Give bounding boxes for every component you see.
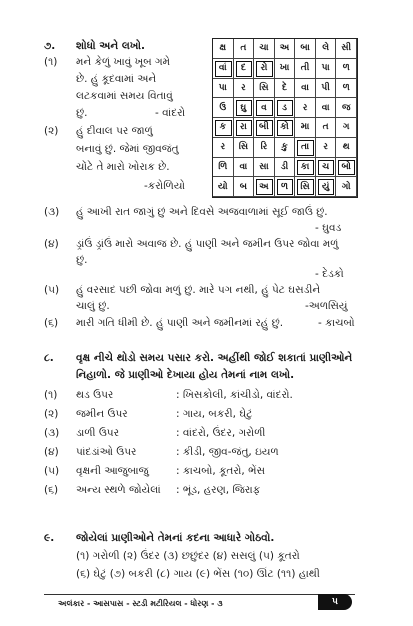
q8-row-answer: : કીડી, જીવ-જંતુ, ઇયળ [176, 446, 279, 458]
grid-cell: ર [213, 138, 234, 158]
q9-line2: (૬) ઘેટું (૭) બકરી (૮) ગાય (૯) ભેંસ (૧૦) ઊંટ (૧૧) હાથી [76, 568, 320, 580]
grid-cell: ળ [275, 177, 296, 197]
grid-cell: જ [336, 98, 357, 118]
q7-r5-num: (૫) [44, 284, 60, 296]
q8-row-num: (૬) [44, 484, 59, 496]
grid-cell: રો [254, 59, 275, 79]
grid-cell: ચા [254, 39, 275, 59]
q7-r5-answer: -અળસિયું [305, 300, 348, 312]
grid-cell: ત [234, 39, 255, 59]
grid-cell: ગો [336, 177, 357, 197]
q7-title: શોધો અને લખો. [76, 40, 146, 52]
grid-cell: ડી [275, 158, 296, 178]
word-search-grid [212, 38, 358, 198]
grid-cell: ર [316, 138, 337, 158]
q7-r6-answer: - કાચબો [318, 317, 355, 329]
grid-cell: સિ [234, 138, 255, 158]
q8-row-place: અન્ય સ્થળે જોયેલાં [76, 484, 161, 496]
grid-cell: ક [213, 118, 234, 138]
grid-cell: સી [336, 39, 357, 59]
grid-cell: લે [316, 39, 337, 59]
q9-line1: (૧) ગરોળી (૨) ઉંદર (૩) છછુંદર (૪) સસલું (૫) કૂતરો [76, 550, 300, 562]
q7-r1-last: છું. [76, 107, 88, 119]
grid-cell: દે [275, 79, 296, 99]
grid-cell: ર [295, 98, 316, 118]
grid-cell: સિ [295, 177, 316, 197]
grid-cell: ળિ [213, 158, 234, 178]
grid-cell: બી [254, 118, 275, 138]
grid-cell: બા [295, 39, 316, 59]
grid-cell: પા [316, 59, 337, 79]
grid-cell: યો [213, 177, 234, 197]
q8-row-answer: : વાંદરો, ઉંદર, ગરોળી [176, 427, 266, 439]
q8-row-place: જમીન ઉપર [76, 408, 128, 420]
q7-r2-line: હું દીવાલ પર જાળું [76, 125, 153, 137]
grid-cell: ગ [336, 118, 357, 138]
grid-cell: વા [234, 158, 255, 178]
q8-row-num: (૪) [44, 446, 59, 458]
grid-cell: પી [316, 79, 337, 99]
grid-cell: ત [316, 118, 337, 138]
q7-r4-answer: - દેડકો [315, 268, 344, 280]
q7-r5-line1: હું વરસાદ પછી જોવા મળું છું. મારે પગ નથી, હું પેટ ઘસડીને [76, 284, 321, 296]
grid-cell: રિ [254, 138, 275, 158]
q7-r1-num: (૧) [44, 56, 58, 68]
grid-cell: બો [336, 158, 357, 178]
q7-r5-line2: ચાલું છું. [76, 300, 110, 312]
q8-row-num: (૧) [44, 389, 58, 401]
q9-title: જોયેલાં પ્રાણીઓને તેમનાં કદના આધારે ગોઠવો. [76, 532, 275, 544]
grid-cell: અ [254, 177, 275, 197]
q7-r2-answer: -કરોળિયો [144, 180, 186, 192]
q8-row-answer: : ભૂંડ, હરણ, જિરાફ [176, 484, 261, 496]
grid-cell: ચ [316, 158, 337, 178]
page-number: ૫ [318, 594, 352, 610]
grid-cell: ઉ [213, 98, 234, 118]
grid-cell: ળ [336, 59, 357, 79]
grid-cell: પા [213, 79, 234, 99]
grid-cell: ળ [336, 79, 357, 99]
grid-cell: ખા [275, 59, 296, 79]
q7-r3-answer: - ઘુવડ [315, 222, 342, 234]
q7-r4-line1: ડ્રાંઉં ડ્રાંઉં મારો અવાજ છે. હું પાણી અને જમીન ઉપર જોવા મળું [76, 238, 339, 250]
grid-cell: થ [336, 138, 357, 158]
q7-r1-line: છે. હું કૂદવામાં અને [76, 73, 157, 85]
q8-row-num: (૩) [44, 427, 60, 439]
grid-cell: વ [254, 98, 275, 118]
grid-cell: ડ [275, 98, 296, 118]
q8-row-place: વૃક્ષની આજુબાજુ [76, 465, 149, 477]
grid-cell: તી [295, 59, 316, 79]
q9-number: ૯. [44, 532, 55, 544]
q7-r4-num: (૪) [44, 238, 59, 250]
q8-row-place: ડાળી ઉપર [76, 427, 120, 439]
q8-title-line2: નિહાળો. જે પ્રાણીઓ દેખાયા હોય તેમનાં નામ લખો. [76, 369, 295, 381]
q7-r2-line: બનાવું છું. જેમાં જીવજંતુ [76, 143, 179, 155]
grid-cell: કો [275, 118, 296, 138]
grid-cell: વા [295, 79, 316, 99]
q7-r3-text: હું આખી રાત જાગું છું અને દિવસે અજવાળામાં સૂઈ જાઉં છું. [76, 206, 328, 218]
grid-cell: અ [275, 39, 296, 59]
q7-number: ૭. [44, 40, 56, 52]
q7-r1-line: લટકવામાં સમય વિતાવું [76, 90, 173, 102]
q7-r4-line2: છું. [76, 254, 88, 266]
grid-cell: સા [254, 158, 275, 178]
q8-row-place: પાંદડાંઓ ઉપર [76, 446, 137, 458]
grid-cell: વા [316, 98, 337, 118]
grid-cell: યું [316, 177, 337, 197]
q8-row-answer: : કાચબો, કૂતરો, ભેંસ [176, 465, 266, 477]
grid-cell: રા [234, 118, 255, 138]
q7-r2-num: (૨) [44, 125, 59, 137]
q7-r6-num: (૬) [44, 317, 59, 329]
q8-row-num: (૨) [44, 408, 59, 420]
q8-number: ૮. [44, 352, 54, 364]
grid-cell: કા [295, 158, 316, 178]
q7-r1-answer: - વાંદરો [155, 107, 186, 119]
q8-row-answer: : ખિસકોલી, કાંચીડો, વાંદરો. [176, 389, 293, 401]
grid-cell: સિ [254, 79, 275, 99]
q8-row-answer: : ગાય, બકરી, ઘેટું [176, 408, 253, 420]
grid-cell: ઘુ [234, 98, 255, 118]
q7-r1-line: મને કેળું ખાવું ખૂબ ગમે [76, 56, 171, 68]
footer-divider [44, 594, 355, 595]
grid-cell: ક્ષ [213, 39, 234, 59]
q8-title-line1: વૃક્ષ નીચે થોડો સમય પસાર કરો. અહીંથી જોઈ શકાતાં પ્રાણીઓને [76, 352, 353, 364]
grid-cell: દ [234, 59, 255, 79]
q8-row-num: (૫) [44, 465, 60, 477]
grid-cell: કુ [275, 138, 296, 158]
grid-cell: તા [295, 138, 316, 158]
q8-row-place: થડ ઉપર [76, 389, 114, 401]
grid-cell: વાં [213, 59, 234, 79]
grid-cell: બ [234, 177, 255, 197]
grid-cell: મા [295, 118, 316, 138]
q7-r2-line: ચોંટે તે મારો ખોરાક છે. [76, 161, 170, 173]
q7-r6-text: મારી ગતિ ધીમી છે. હું પાણી અને જમીનમાં રહું છું. [76, 317, 284, 329]
grid-cell: ર [234, 79, 255, 99]
footer-text: અલંકાર - આસપાસ - સ્ટડી મટીરિયલ - ધોરણ - ૩ [58, 599, 223, 608]
q7-r3-num: (૩) [44, 206, 60, 218]
